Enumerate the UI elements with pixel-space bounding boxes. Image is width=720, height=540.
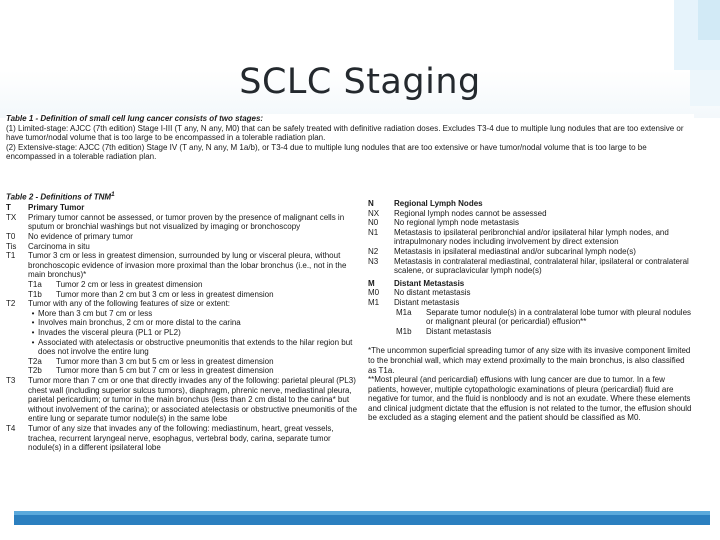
m-row	[368, 298, 694, 308]
t-text: Tumor 2 cm or less in greatest dimension	[56, 280, 203, 289]
n-text: Metastasis in ipsilateral mediastinal and/or subcarinal lymph node(s)	[394, 246, 636, 256]
t-text: Tumor with any of the following features of size or extent:	[28, 299, 231, 309]
t-code: T3	[6, 375, 16, 385]
n-code: N2	[368, 246, 379, 256]
t-header-code: T	[6, 203, 11, 213]
t-row-t0	[6, 232, 362, 242]
t-code: Tis	[6, 241, 17, 251]
bullet-text: Invades the visceral pleura (PL1 or PL2)	[38, 327, 181, 337]
t-definitions	[6, 190, 362, 453]
m-code: M1	[368, 297, 380, 307]
table1-limited-stage: (1) Limited-stage: AJCC (7th edition) Stage I-III (T any, N any, M0) that can be safely treated with definitive radiation doses. Excludes T3-4 due to multiple lung nodules that are too extensive or have tumor/nodal volume that is too large to be encompassed in a tolerable radiation plan.	[6, 123, 684, 143]
n-row	[368, 209, 694, 219]
m-header-code: M	[368, 278, 375, 288]
bullet-icon: •	[31, 327, 35, 337]
t-code: T1b	[28, 289, 42, 299]
n-header-label: Regional Lymph Nodes	[394, 199, 483, 208]
bottom-bar	[14, 511, 710, 525]
t-text: Primary tumor cannot be assessed, or tumor proven by the presence of malignant cells in sputum or bronchial washings but not visualized by imaging or bronchoscopy	[28, 212, 345, 232]
bullet-text: Involves main bronchus, 2 cm or more distal to the carina	[38, 318, 241, 328]
bottom-bar-inner	[14, 515, 710, 525]
bullet-icon: •	[31, 337, 35, 347]
table2-title	[6, 190, 362, 202]
n-header	[368, 199, 694, 209]
t-code: TX	[6, 212, 17, 222]
t-row-t1	[6, 251, 362, 280]
t2-bullet	[6, 338, 362, 357]
t2-bullet	[6, 328, 362, 338]
t-row-t1b	[6, 290, 362, 300]
n-text: Regional lymph nodes cannot be assessed	[394, 208, 547, 218]
m-code: M0	[368, 288, 380, 298]
m-code: M1a	[396, 307, 412, 317]
t-code: T1	[6, 251, 16, 261]
slide-title: SCLC Staging	[239, 62, 481, 102]
t-code: T2b	[28, 366, 42, 376]
t-text: Tumor more than 2 cm but 3 cm or less in greatest dimension	[56, 289, 274, 299]
t-text: Tumor 3 cm or less in greatest dimension, surrounded by lung or visceral pleura, without bronchoscopic evidence of invasion more proximal than the lobar bronchus (i.e., not in the main bronchus)*	[28, 251, 347, 280]
m-text: No distant metastasis	[394, 288, 471, 298]
t-text: Tumor of any size that invades any of the following: mediastinum, heart, great vessels, trachea, recurrent laryngeal nerve, esophagus, vertebral body, carina, separate tumor nodule(s) in a different ipsilateral lobe	[28, 423, 334, 453]
t-row-t3	[6, 376, 362, 424]
t-code: T1a	[28, 280, 42, 289]
m-text: Distant metastasis	[426, 326, 492, 336]
m-text: Distant metastasis	[394, 297, 460, 307]
n-code: N1	[368, 227, 379, 237]
n-row	[368, 247, 694, 257]
footnote-1: *The uncommon superficial spreading tumor of any size with its invasive component limited to the bronchial wall, which may extend proximally to the main bronchus, is also classified as T1a.	[368, 346, 691, 375]
table1-extensive-stage: (2) Extensive-stage: AJCC (7th edition) Stage IV (T any, N any, M 1a/b), or T3-4 due to multiple lung nodules that are too extensive or have tumor/nodal volume that is too large to be encompassed in a tolerable radiation plan.	[6, 142, 647, 162]
table2	[6, 190, 694, 516]
t-row-t2	[6, 299, 362, 309]
m-text: Separate tumor nodule(s) in a contralateral lobe tumor with pleural nodules or malignant pleural (or pericardial) effusion**	[426, 307, 692, 327]
t-header	[6, 203, 362, 213]
n-text: Metastasis to ipsilateral peribronchial and/or ipsilateral hilar lymph nodes, and intrapulmonary nodes including involvement by direct extension	[394, 227, 669, 247]
t-code: T2a	[28, 356, 42, 366]
bullet-text: Associated with atelectasis or obstructive pneumonitis that extends to the hilar region but does not involve the entire lung	[38, 337, 353, 357]
corner-shape	[698, 0, 720, 40]
t-row-tx	[6, 213, 362, 232]
nm-definitions	[368, 190, 694, 423]
table1-title: Table 1 - Definition of small cell lung cancer consists of two stages:	[6, 114, 264, 123]
t-text: Carcinoma in situ	[28, 241, 90, 251]
m-header-label: Distant Metastasis	[394, 278, 465, 288]
t-text: Tumor more than 7 cm or one that directly invades any of the following: parietal pleural (PL3) chest wall (including superior sulcus tumors), diaphragm, phrenic nerve, mediastinal pleura, parietal pericardium; or tumor in the main bronchus (less than 2 cm distal to the carina* but without involvement of the carina); or associated atelectasis or obstructive pneumonitis of the entire lung or separate tumor nodule(s) in the same lobe	[28, 375, 358, 424]
n-text: No regional lymph node metastasis	[394, 218, 519, 228]
t-code: T0	[6, 232, 16, 242]
t-text: Tumor more than 5 cm but 7 cm or less in greatest dimension	[56, 366, 274, 376]
t-header-label: Primary Tumor	[28, 203, 85, 213]
table2-title-sup: 1	[111, 191, 115, 198]
t-text: No evidence of primary tumor	[28, 232, 133, 242]
n-code: NX	[368, 208, 380, 218]
n-row	[368, 257, 694, 276]
t-row-t4	[6, 424, 362, 453]
t-text: Tumor more than 3 cm but 5 cm or less in greatest dimension	[56, 356, 274, 366]
footnotes	[368, 346, 694, 423]
t-code: T2	[6, 299, 16, 309]
t2-bullet	[6, 318, 362, 328]
t-row-tis	[6, 242, 362, 252]
staging-table-image	[6, 114, 694, 516]
m-code: M1b	[396, 326, 412, 336]
m-row	[368, 288, 694, 298]
n-row	[368, 218, 694, 228]
m-header	[368, 279, 694, 289]
n-text: Metastasis in contralateral mediastinal, contralateral hilar, ipsilateral or contralateral scalene, or supraclavicular lymph node(s)	[394, 256, 689, 276]
n-row	[368, 228, 694, 247]
bullet-icon: •	[31, 308, 35, 318]
footnote-2: **Most pleural (and pericardial) effusions with lung cancer are due to tumor. In a few patients, however, multiple cytopathologic examinations of pleura (pericardial) fluid are negative for tumor, and the fluid is nonbloody and is not an exudate. Where these elements and clinical judgment dictate that the effusion is not related to the tumor, the effusion should be excluded as a staging element and the patient should be classified as M0.	[368, 375, 692, 423]
t-code: T4	[6, 423, 16, 433]
t2-bullet	[6, 309, 362, 319]
n-header-code: N	[368, 199, 374, 208]
n-code: N3	[368, 256, 379, 266]
t-row-t2a	[6, 357, 362, 367]
m-row-m1b	[368, 327, 694, 337]
t-row-t1a	[6, 280, 362, 290]
m-row-m1a	[368, 308, 694, 327]
table2-title-text: Table 2 - Definitions of TNM	[6, 192, 112, 202]
n-code: N0	[368, 218, 379, 228]
t-row-t2b	[6, 366, 362, 376]
bullet-text: More than 3 cm but 7 cm or less	[38, 308, 153, 318]
bullet-icon: •	[31, 318, 35, 328]
